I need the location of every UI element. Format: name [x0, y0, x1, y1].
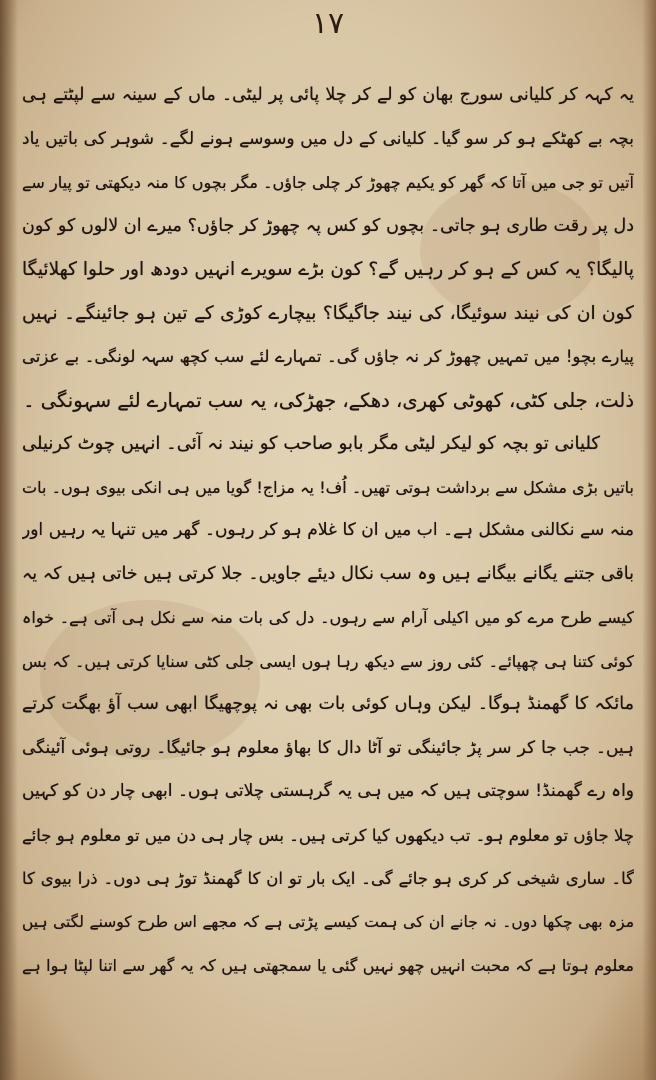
text-line: ہیں۔ جب جا کر سر پڑ جائینگی تو آٹا دال کا بھاؤ معلوم ہو جائیگا۔ روتی ہوئی آئینگی [22, 737, 634, 758]
body-text [22, 74, 634, 988]
text-line: مزہ بھی چکھا دوں۔ نہ جانے ان کی ہمت کیسے پڑتی ہے کہ مجھے اس طرح کوسنے لگتی ہیں [22, 912, 634, 931]
text-line: یہ کہہ کر کلیانی سورج بھان کو لے کر چلا پائی پر لیٹی۔ ماں کے سینہ سے لپٹتے ہی [22, 85, 634, 105]
page-edge-left [0, 0, 18, 1080]
page-edge-right [642, 0, 656, 1080]
text-line: پالیگا؟ یہ کس کے ہو کر رہیں گے؟ کون بڑے سویرے انہیں دودھ اور حلوا کھلائیگا [22, 259, 634, 280]
text-line: بچہ بے کھٹکے ہو کر سو گیا۔ کلیانی کے دل میں وسوسے ہونے لگے۔ شوہر کی باتیں یاد [22, 128, 634, 149]
text-line: مائکہ کا گھمنڈ ہوگا۔ لیکن وہاں کوئی بات بھی نہ پوچھیگا ابھی سب آؤ بھگت کرتے [22, 694, 634, 714]
text-line: باتیں بڑی مشکل سے برداشت ہوتی تھیں۔ اُف! یہ مزاج! گویا میں ہی انکی بیوی ہوں۔ بات [22, 477, 634, 497]
text-line: آتیں تو جی میں آتا کہ گھر کو یکیم چھوڑ کر چلی جاؤں۔ مگر بچوں کا منہ دیکھتی تو پیار سے [22, 173, 634, 192]
text-line: کوئی کتنا ہی چھپائے۔ کئی روز سے دیکھ رہا ہوں ایسی جلی کٹی سنایا کرتی ہیں۔ کہ بس [22, 651, 634, 671]
text-line: گا۔ ساری شیخی کر کری ہو جائے گی۔ ایک بار تو ان کا گھمنڈ توڑ ہی دوں۔ ذرا بیوی کا [22, 869, 634, 888]
text-line: ذلت، جلی کٹی، کھوٹی کھری، دھکے، جھڑکی، یہ سب تمہارے لئے سہونگی ۔ [23, 388, 634, 412]
text-line: کون ان کی نیند سوئیگا، کی نیند جاگیگا؟ بیچارے کوڑی کے تین ہو جائینگے۔ نہیں [22, 302, 634, 324]
page-number: ۱۷ [311, 6, 345, 41]
text-line: معلوم ہوتا ہے کہ محبت انہیں چھو نہیں گئی یا سمجھتی ہیں کہ یہ گھر سے اتنا لپٹا ہوا ہے [22, 956, 634, 975]
text-line: باقی جتنے یگانے بیگانے ہیں وہ سب نکال دیئے جاویں۔ جلا کرتی ہیں خاتی ہیں کہ یہ [22, 563, 634, 584]
text-line: منہ سے نکالنی مشکل ہے۔ اب میں ان کا غلام ہو کر رہوں۔ گھر میں تنہا یہ رہیں اور [22, 520, 634, 540]
text-line: پیارے بچو! میں تمہیں چھوڑ کر نہ جاؤں گی۔ تمہارے لئے سب کچھ سہہ لونگی۔ بے عزتی [22, 347, 634, 366]
text-line: چلا جاؤں تو معلوم ہو۔ تب دیکھوں کیا کرتی ہیں۔ بس چار ہی دن میں تو معلوم ہو جائے [22, 825, 634, 845]
text-line: دل پر رقت طاری ہو جاتی۔ بچوں کو کس پہ چھوڑ کر جاؤں؟ میرے ان لالوں کو کون [22, 215, 634, 236]
text-line: کیسے طرح مرے کو میں اکیلی آرام سے رہوں۔ دل کی بات منہ سے نکل ہی آتی ہے۔ خواہ [22, 608, 634, 627]
text-line: کلیانی تو بچہ کو لیکر لیٹی مگر بابو صاحب کو نیند نہ آئی۔ انہیں چوٹ کرنیلی [22, 433, 600, 454]
text-line: واہ رے گھمنڈ! سوچتی ہیں کہ میں ہی یہ گرہستی چلاتی ہوں۔ ابھی چار دن کو کہیں [22, 781, 634, 801]
